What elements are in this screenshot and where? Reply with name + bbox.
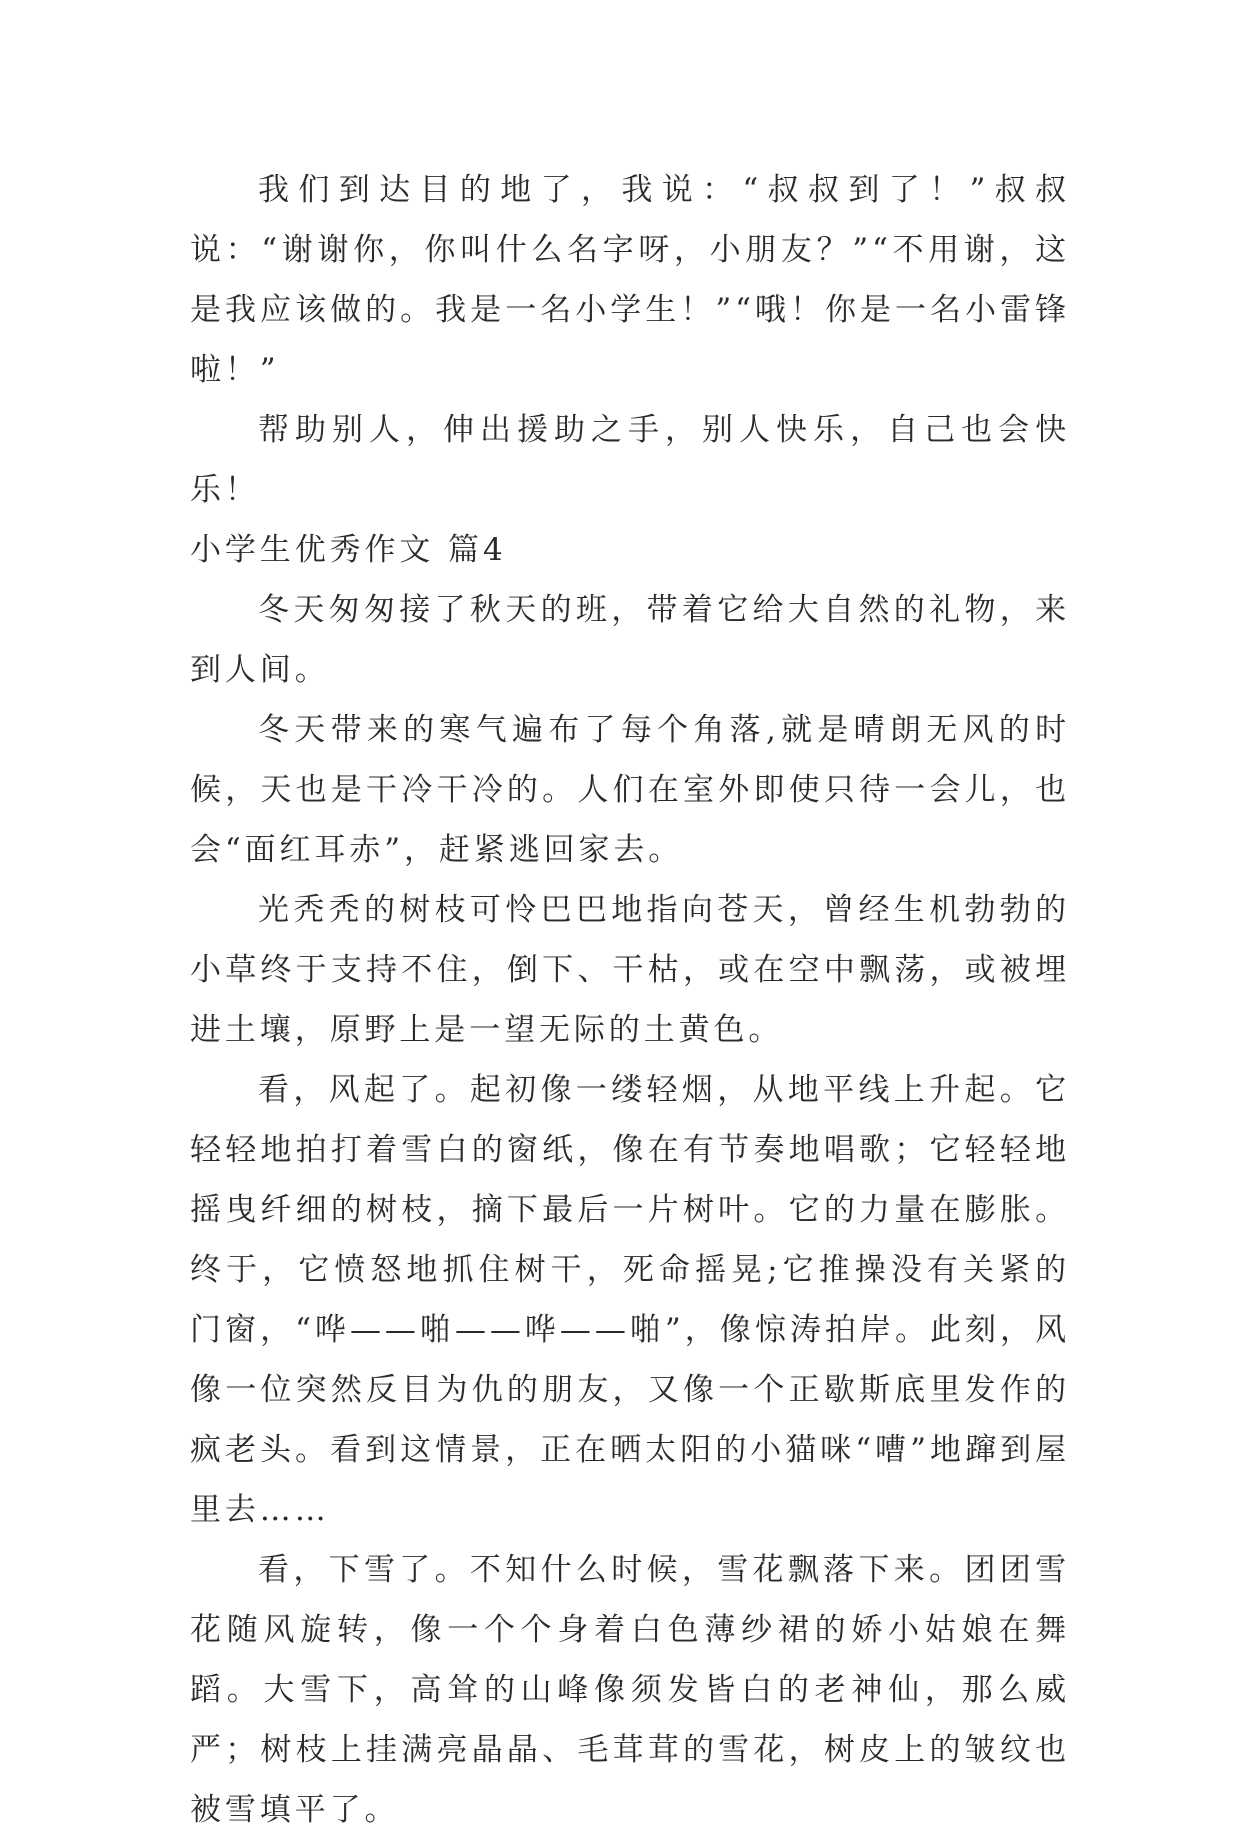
paragraph-helping-others: 帮助别人，伸出援助之手，别人快乐，自己也会快乐！ xyxy=(190,412,1070,508)
paragraph-bare-branches: 光秃秃的树枝可怜巴巴地指向苍天，曾经生机勃勃的小草终于支持不住，倒下、干枯，或在空中飘荡，或被埋进土壤，原野上是一望无际的土黄色。 xyxy=(190,892,1070,1048)
essay-heading: 小学生优秀作文 篇4 xyxy=(190,532,507,568)
document-body xyxy=(190,160,1070,1840)
paragraph-wind: 看，风起了。起初像一缕轻烟，从地平线上升起。它轻轻地拍打着雪白的窗纸，像在有节奏地唱歌；它轻轻地摇曳纤细的树枝，摘下最后一片树叶。它的力量在膨胀。终于，它愤怒地抓住树干，死命摇晃;它推操没有关紧的门窗，“哗——啪——哗——啪”，像惊涛拍岸。此刻，风像一位突然反目为仇的朋友，又像一个正歇斯底里发作的疯老头。看到这情景，正在晒太阳的小猫咪“嘈”地蹿到屋里去…… xyxy=(190,1072,1070,1528)
paragraph-arrival: 我们到达目的地了，我说：“叔叔到了！”叔叔说：“谢谢你，你叫什么名字呀，小朋友？”“不用谢，这是我应该做的。我是一名小学生！”“哦！你是一名小雷锋啦！” xyxy=(190,172,1070,388)
paragraph-snow: 看，下雪了。不知什么时候，雪花飘落下来。团团雪花随风旋转，像一个个身着白色薄纱裙的娇小姑娘在舞蹈。大雪下，高耸的山峰像须发皆白的老神仙，那么威严；树枝上挂满亮晶晶、毛茸茸的雪花，树皮上的皱纹也被雪填平了。 xyxy=(190,1552,1070,1828)
paragraph-winter-cold: 冬天带来的寒气遍布了每个角落,就是晴朗无风的时候，天也是干冷干冷的。人们在室外即使只待一会儿，也会“面红耳赤”，赶紧逃回家去。 xyxy=(190,712,1070,868)
paragraph-winter-arrives: 冬天匆匆接了秋天的班，带着它给大自然的礼物，来到人间。 xyxy=(190,592,1070,688)
